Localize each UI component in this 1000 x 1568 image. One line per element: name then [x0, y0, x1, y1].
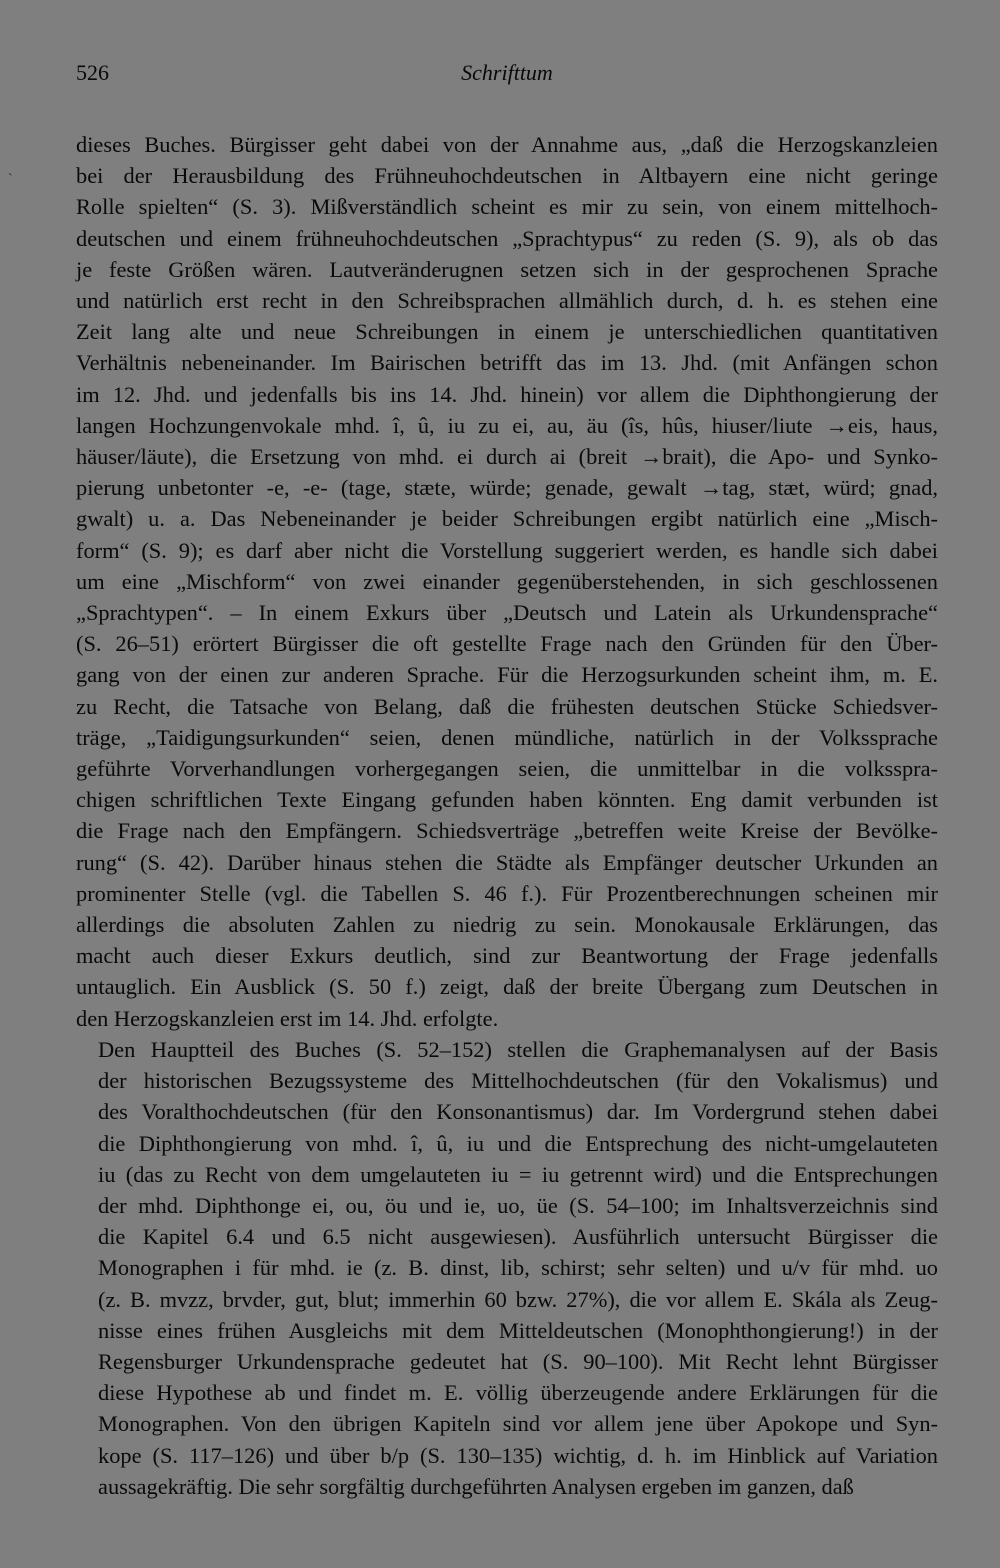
text-line: Den Hauptteil des Buches (S. 52–152) stellen die Graphemanalysen auf der Basis	[98, 1036, 938, 1062]
page-header	[76, 60, 938, 90]
text-line: Monographen i für mhd. ie (z. B. dinst, lib, schirst; sehr selten) und u/v für mhd. uo	[98, 1255, 938, 1281]
text-line: Verhältnis nebeneinander. Im Bairischen betrifft das im 13. Jhd. (mit Anfängen schon	[76, 350, 938, 376]
text-line: (z. B. mvzz, brvder, gut, blut; immerhin 60 bzw. 27%), die vor allem E. Skála als Zeug-	[98, 1286, 938, 1312]
text-line: um eine „Mischform“ von zwei einander gegenüberstehenden, in sich geschlossenen	[76, 568, 938, 594]
text-line: chigen schriftlichen Texte Eingang gefunden haben könnten. Eng damit verbunden ist	[76, 787, 938, 813]
paragraph-1	[66, 129, 938, 1034]
text-line: der historischen Bezugssysteme des Mittelhochdeutschen (für den Vokalismus) und	[98, 1068, 938, 1094]
text-line: den Herzogskanzleien erst im 14. Jhd. erfolgte.	[76, 1005, 499, 1031]
text-line: zu Recht, die Tatsache von Belang, daß die frühesten deutschen Stücke Schiedsver-	[76, 693, 938, 719]
text-line: die Frage nach den Empfängern. Schiedsverträge „betreffen weite Kreise der Bevölke-	[76, 818, 938, 844]
text-line: geführte Vorverhandlungen vorhergegangen seien, die unmittelbar in die volksspra-	[76, 756, 938, 782]
text-line: häuser/läute), die Ersetzung von mhd. ei durch ai (breit →brait), die Apo- und Synko-	[76, 444, 938, 470]
text-line: Zeit lang alte und neue Schreibungen in einem je unterschiedlichen quantitativen	[76, 319, 938, 345]
text-line: prominenter Stelle (vgl. die Tabellen S. 46 f.). Für Prozentberechnungen scheinen mir	[76, 880, 938, 906]
text-line: und natürlich erst recht in den Schreibsprachen allmählich durch, d. h. es stehen eine	[76, 288, 938, 314]
running-title: Schrifttum	[461, 60, 553, 85]
text-line: dieses Buches. Bürgisser geht dabei von der Annahme aus, „daß die Herzogskanzleien	[76, 132, 938, 157]
text-line: die Diphthongierung von mhd. î, û, iu und die Entsprechung des nicht-umgelauteten	[98, 1130, 938, 1156]
stray-mark: `	[8, 172, 13, 187]
page-number: 526	[76, 60, 109, 85]
text-line: allerdings die absoluten Zahlen zu niedrig zu sein. Monokausale Erklärungen, das	[76, 912, 938, 938]
text-line: Rolle spielten“ (S. 3). Mißverständlich scheint es mir zu sein, von einem mittelhoch-	[76, 194, 938, 220]
text-line: rung“ (S. 42). Darüber hinaus stehen die Städte als Empfänger deutscher Urkunden an	[76, 849, 938, 875]
text-line: je feste Größen wären. Lautveränderugnen setzen sich in der gesprochenen Sprache	[76, 256, 938, 282]
text-line: kope (S. 117–126) und über b/p (S. 130–135) wichtig, d. h. im Hinblick auf Variation	[98, 1442, 938, 1468]
text-line: „Sprachtypen“. – In einem Exkurs über „Deutsch und Latein als Urkundensprache“	[76, 600, 938, 626]
text-line: Monographen. Von den übrigen Kapiteln sind vor allem jene über Apokope und Syn-	[98, 1411, 938, 1437]
text-line: untauglich. Ein Ausblick (S. 50 f.) zeigt, daß der breite Übergang zum Deutschen in	[76, 974, 938, 1000]
text-line: langen Hochzungenvokale mhd. î, û, iu zu ei, au, äu (îs, hûs, hiuser/liute →eis, haus,	[76, 412, 938, 438]
text-line: des Voralthochdeutschen (für den Konsonantismus) dar. Im Vordergrund stehen dabei	[98, 1099, 938, 1125]
text-line: (S. 26–51) erörtert Bürgisser die oft gestellte Frage nach den Gründen für den Über-	[76, 631, 938, 657]
text-line: form“ (S. 9); es darf aber nicht die Vorstellung suggeriert werden, es handle sich dabei	[76, 537, 938, 563]
text-line: pierung unbetonter -e, -e- (tage, stæte, würde; genade, gewalt →tag, stæt, würd; gnad,	[76, 475, 938, 501]
text-line: macht auch dieser Exkurs deutlich, sind zur Beantwortung der Frage jedenfalls	[76, 943, 938, 969]
paragraph-2	[66, 1034, 938, 1502]
text-line: bei der Herausbildung des Frühneuhochdeutschen in Altbayern eine nicht geringe	[76, 163, 938, 189]
body-text	[66, 129, 938, 1502]
text-line: nisse eines frühen Ausgleichs mit dem Mitteldeutschen (Monophthongierung!) in der	[98, 1317, 938, 1343]
text-line: im 12. Jhd. und jedenfalls bis ins 14. Jhd. hinein) vor allem die Diphthongierung der	[76, 381, 938, 407]
text-line: diese Hypothese ab und findet m. E. völlig überzeugende andere Erklärungen für die	[98, 1380, 938, 1406]
text-line: iu (das zu Recht von dem umgelauteten iu = iu getrennt wird) und die Entsprechungen	[98, 1161, 938, 1187]
text-line: aussagekräftig. Die sehr sorgfältig durchgeführten Analysen ergeben im ganzen, daß	[98, 1473, 854, 1499]
text-line: gang von der einen zur anderen Sprache. Für die Herzogsurkunden scheint ihm, m. E.	[76, 662, 938, 688]
text-line: träge, „Taidigungsurkunden“ seien, denen mündliche, natürlich in der Volkssprache	[76, 724, 938, 750]
text-line: der mhd. Diphthonge ei, ou, öu und ie, uo, üe (S. 54–100; im Inhaltsverzeichnis sind	[98, 1192, 938, 1218]
text-line: die Kapitel 6.4 und 6.5 nicht ausgewiesen). Ausführlich untersucht Bürgisser die	[98, 1224, 938, 1250]
text-line: deutschen und einem frühneuhochdeutschen „Sprachtypus“ zu reden (S. 9), als ob das	[76, 225, 938, 251]
text-line: gwalt) u. a. Das Nebeneinander je beider Schreibungen ergibt natürlich eine „Misch-	[76, 506, 938, 532]
text-line: Regensburger Urkundensprache gedeutet hat (S. 90–100). Mit Recht lehnt Bürgisser	[98, 1348, 938, 1374]
